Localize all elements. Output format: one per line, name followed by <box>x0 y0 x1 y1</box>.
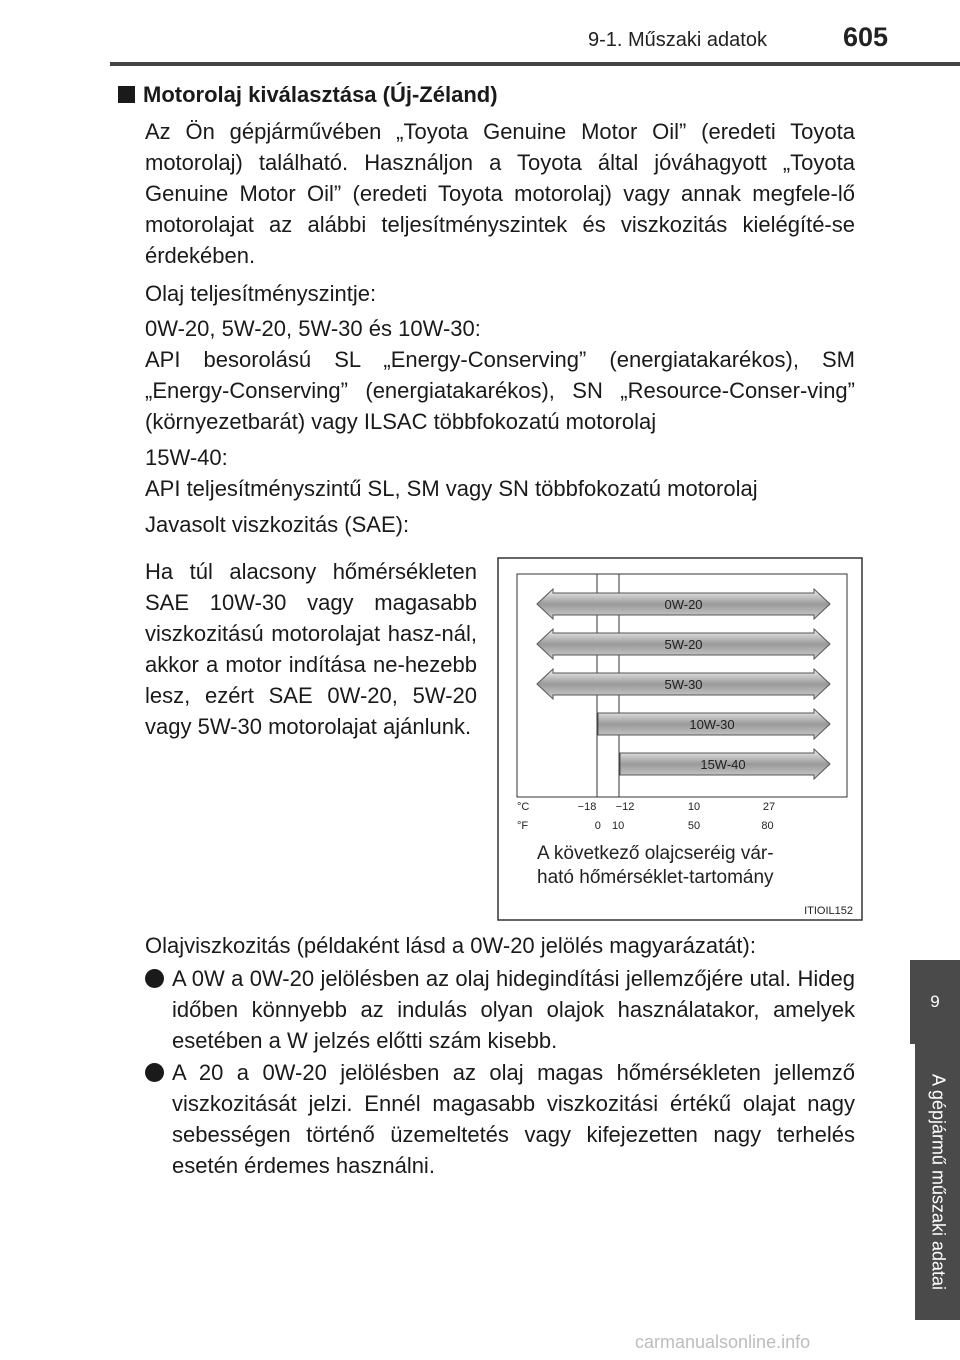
viscosity-bar-label: 10W-30 <box>689 717 735 732</box>
bullet-text-1: A 0W a 0W-20 jelölésben az olaj hidegindítási jellemzőjére utal. Hideg időben könnyebb az indulás olyan olajok használatakor, amelyek esetében a W jelzés előtti szám kisebb. <box>172 966 855 1053</box>
fahrenheit-tick-label: 50 <box>687 820 701 832</box>
bullet-text-2: A 20 a 0W-20 jelölésben az olaj magas hőmérsékleten jellemző viszkozitását jelzi. Ennél magasabb viszkozitási értékű olajat nagy sebességen történő üzemeltetés vagy kifejezetten nagy terhelés esetén érdemes használni. <box>172 1060 855 1178</box>
grades-2-title: 15W-40: <box>145 445 228 470</box>
viscosity-bar-label: 5W-30 <box>664 677 703 692</box>
bullet-item-1 <box>145 963 855 1056</box>
section-title-text: Motorolaj kiválasztása (Új-Zéland) <box>143 82 498 107</box>
fahrenheit-tick-label: 10 <box>612 820 625 832</box>
fahrenheit-unit-label: °F <box>517 820 529 832</box>
grades-1-title: 0W-20, 5W-20, 5W-30 és 10W-30: <box>145 316 481 341</box>
celsius-unit-label: °C <box>517 801 530 813</box>
fahrenheit-tick-label: 0 <box>594 820 601 832</box>
viscosity-bar-label: 0W-20 <box>664 597 703 612</box>
viscosity-heading: Javasolt viszkozitás (SAE): <box>145 512 410 537</box>
viscosity-chart <box>497 557 863 921</box>
performance-heading: Olaj teljesítményszintje: <box>145 281 377 306</box>
celsius-tick-label: 27 <box>762 801 776 813</box>
bullet-dot-icon <box>145 1063 164 1082</box>
square-bullet-icon <box>118 86 135 103</box>
grades-1-text: API besorolású SL „Energy-Conserving” (energiatakarékos), SM „Energy-Conserving” (energiatakarékos), SN „Resource-Conser-ving” (környezetbarát) vagy ILSAC többfokozatú motorolaj <box>145 347 855 434</box>
celsius-tick-label: 10 <box>687 801 701 813</box>
viscosity-bar-label: 15W-40 <box>700 757 746 772</box>
header-rule <box>110 62 960 66</box>
running-header-section: 9-1. Műszaki adatok <box>588 29 767 51</box>
intro-paragraph: Az Ön gépjárművében „Toyota Genuine Motor Oil” (eredeti Toyota motorolaj) található. Használjon a Toyota által jóváhagyott „Toyota Genuine Motor Oil” (eredeti Toyota motorolaj) vagy annak megfele-lő motorolajat az alábbi teljesítményszintek és viszkozitás kielégíté-se érdekében. <box>145 119 855 268</box>
explanation-heading: Olajviszkozitás (példaként lásd a 0W-20 jelölés magyarázatát): <box>145 933 756 958</box>
page-number: 605 <box>843 22 889 52</box>
watermark: carmanualsonline.info <box>635 1332 811 1352</box>
cold-start-note: Ha túl alacsony hőmérsékleten SAE 10W-30 vagy magasabb viszkozitású motorolajat hasz-nál, akkor a motor indítása ne-hezebb lesz, ezért SAE 0W-20, 5W-20 vagy 5W-30 motorolajat ajánlunk. <box>145 559 477 739</box>
bullet-item-2 <box>145 1057 855 1181</box>
section-title <box>118 82 498 108</box>
chapter-title: A gépjármű műszaki adatai <box>928 1073 948 1291</box>
celsius-tick-label: −18 <box>577 801 597 813</box>
fahrenheit-tick-label: 80 <box>761 820 774 832</box>
figure-caption-line-1: A következő olajcseréig vár- <box>537 843 774 864</box>
chapter-tab-label[interactable] <box>915 1044 960 1320</box>
chapter-number: 9 <box>930 992 940 1011</box>
viscosity-bar-label: 5W-20 <box>664 637 703 652</box>
celsius-tick-label: −12 <box>615 801 635 813</box>
figure-caption-line-2: ható hőmérséklet-tartomány <box>537 867 774 888</box>
figure-id: ITIOIL152 <box>804 905 853 917</box>
chapter-tab-number[interactable] <box>910 960 960 1044</box>
bullet-dot-icon <box>145 969 164 988</box>
grades-2-text: API teljesítményszintű SL, SM vagy SN többfokozatú motorolaj <box>145 476 758 501</box>
